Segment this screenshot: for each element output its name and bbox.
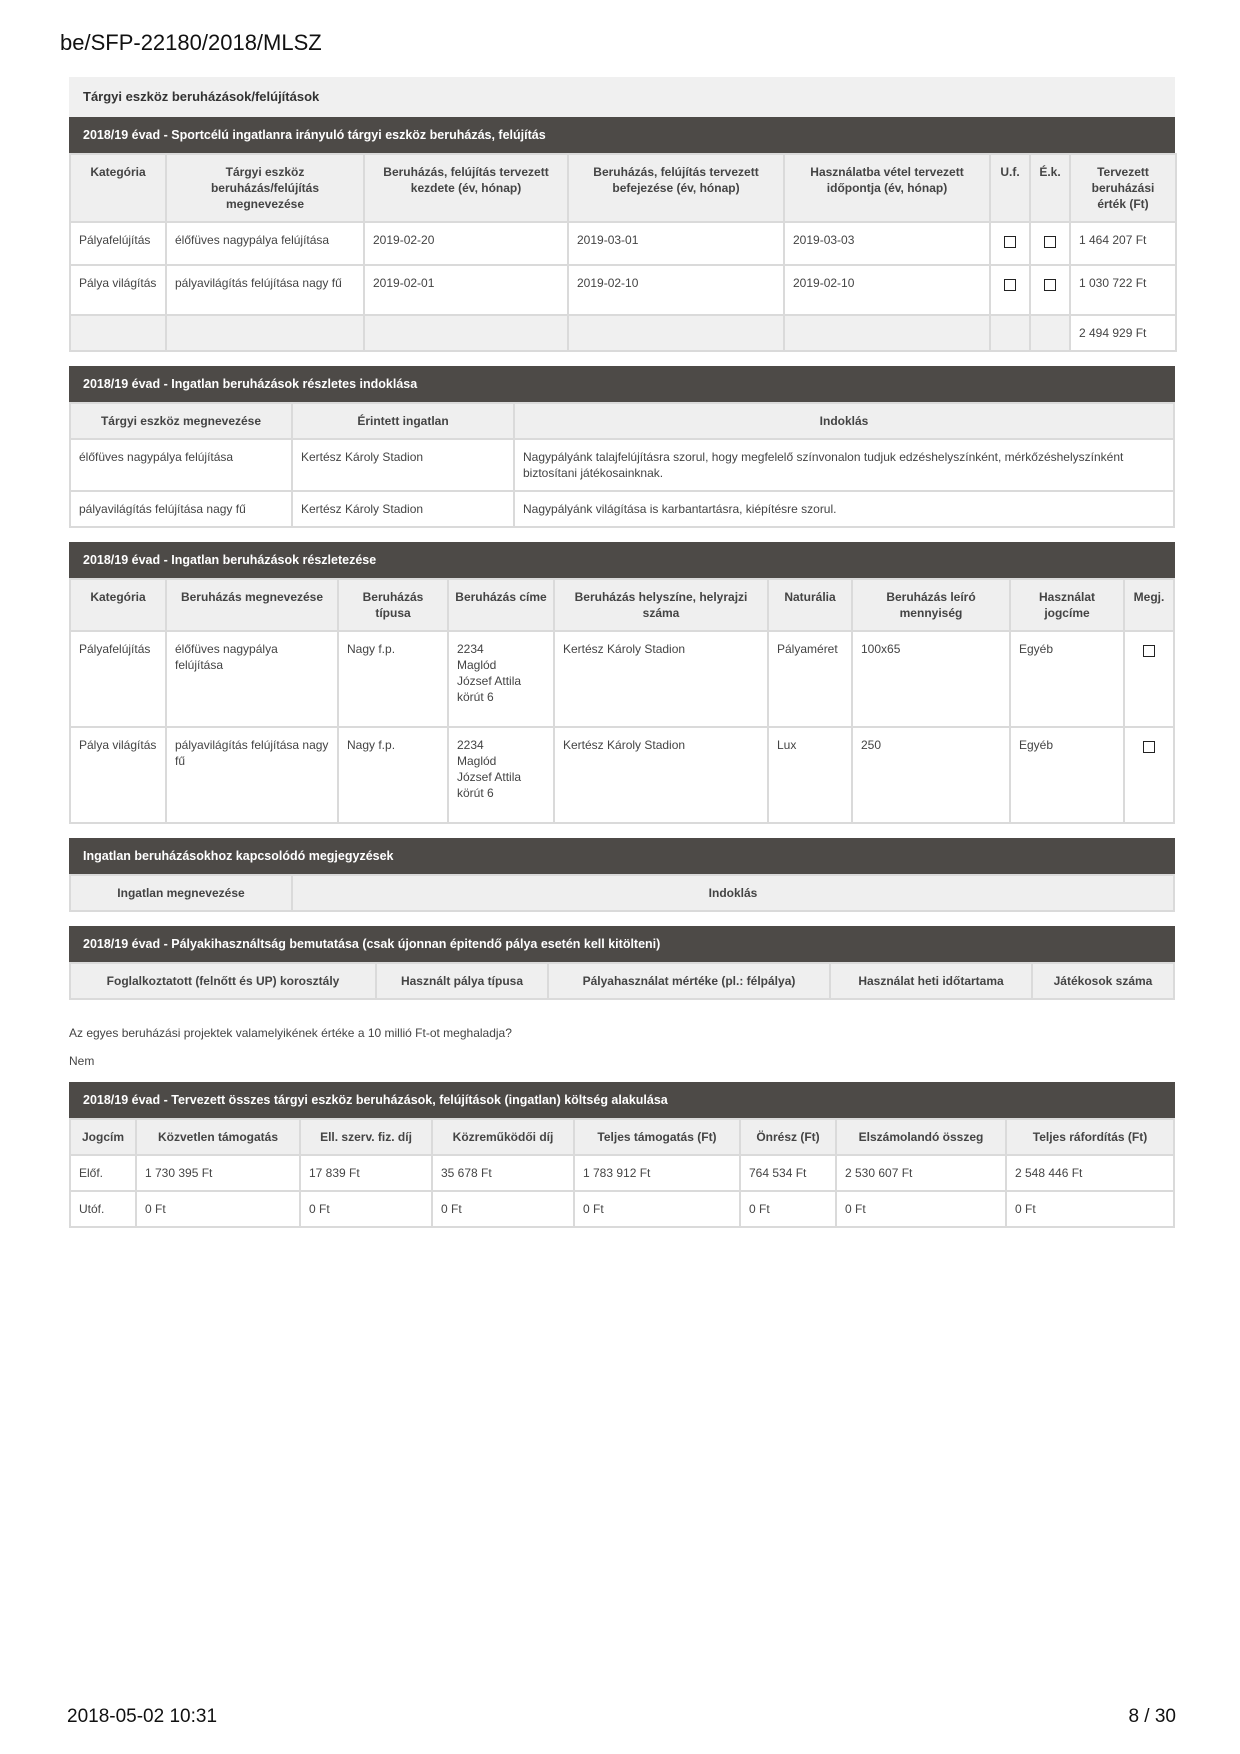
cell-megnevezes: pályavilágítás felújítása nagy fű bbox=[166, 265, 364, 315]
cell-onresz: 0 Ft bbox=[740, 1191, 836, 1227]
table-row bbox=[70, 1155, 1174, 1191]
table-row bbox=[70, 439, 1174, 491]
panel-title: Tárgyi eszköz beruházások/felújítások bbox=[69, 77, 1175, 117]
column-header: Beruházás leíró mennyiség bbox=[852, 579, 1010, 631]
cell-helyszin: Kertész Károly Stadion bbox=[554, 727, 768, 823]
investments-table bbox=[69, 153, 1177, 352]
table-row bbox=[70, 727, 1174, 823]
column-header: Teljes támogatás (Ft) bbox=[574, 1119, 740, 1155]
cell-kategoria: Pályafelújítás bbox=[70, 222, 166, 265]
column-header: Foglalkoztatott (felnőtt és UP) korosztály bbox=[70, 963, 376, 999]
section-title-field-usage: 2018/19 évad - Pályakihasználtság bemutatása (csak újonnan épitendő pálya esetén kell kitölteni) bbox=[69, 926, 1175, 962]
cell-kategoria: Pálya világítás bbox=[70, 265, 166, 315]
cell-jogcim: Egyéb bbox=[1010, 727, 1124, 823]
empty-cell bbox=[568, 315, 784, 351]
cell-eszkoz: pályavilágítás felújítása nagy fű bbox=[70, 491, 292, 527]
section-title-remarks: Ingatlan beruházásokhoz kapcsolódó megjegyzések bbox=[69, 838, 1175, 874]
column-header: Tervezett beruházási érték (Ft) bbox=[1070, 154, 1176, 222]
cell-mennyiseg: 100x65 bbox=[852, 631, 1010, 727]
column-header: Beruházás helyszíne, helyrajzi száma bbox=[554, 579, 768, 631]
column-header: Használat heti időtartama bbox=[830, 963, 1032, 999]
cell-kozremukodoi: 0 Ft bbox=[432, 1191, 574, 1227]
column-header: É.k. bbox=[1030, 154, 1070, 222]
column-header: U.f. bbox=[990, 154, 1030, 222]
spacer bbox=[69, 352, 1175, 366]
column-header: Beruházás típusa bbox=[338, 579, 448, 631]
cell-jogcim: Előf. bbox=[70, 1155, 136, 1191]
cell-hasznalatba: 2019-02-10 bbox=[784, 265, 990, 315]
cell-uf bbox=[990, 265, 1030, 315]
cell-hasznalatba: 2019-03-03 bbox=[784, 222, 990, 265]
cell-megj bbox=[1124, 727, 1174, 823]
cell-kezdete: 2019-02-01 bbox=[364, 265, 568, 315]
table-header-row bbox=[70, 579, 1174, 631]
cell-ingatlan: Kertész Károly Stadion bbox=[292, 491, 514, 527]
table-header-row bbox=[70, 154, 1176, 222]
column-header: Használat jogcíme bbox=[1010, 579, 1124, 631]
uf-checkbox[interactable] bbox=[1004, 279, 1016, 291]
column-header: Megj. bbox=[1124, 579, 1174, 631]
cell-jogcim: Egyéb bbox=[1010, 631, 1124, 727]
cell-kategoria: Pályafelújítás bbox=[70, 631, 166, 727]
cell-tipus: Nagy f.p. bbox=[338, 631, 448, 727]
column-header: Közreműködői díj bbox=[432, 1119, 574, 1155]
empty-cell bbox=[990, 315, 1030, 351]
column-header: Beruházás megnevezése bbox=[166, 579, 338, 631]
cell-befejezese: 2019-02-10 bbox=[568, 265, 784, 315]
column-header: Kategória bbox=[70, 579, 166, 631]
column-header: Indoklás bbox=[514, 403, 1174, 439]
column-header: Elszámolandó összeg bbox=[836, 1119, 1006, 1155]
ek-checkbox[interactable] bbox=[1044, 236, 1056, 248]
table-header-row bbox=[70, 1119, 1174, 1155]
cell-jogcim: Utóf. bbox=[70, 1191, 136, 1227]
cell-teljes: 0 Ft bbox=[574, 1191, 740, 1227]
cell-kategoria: Pálya világítás bbox=[70, 727, 166, 823]
table-row bbox=[70, 491, 1174, 527]
cell-elszamolando: 2 530 607 Ft bbox=[836, 1155, 1006, 1191]
table-header-row bbox=[70, 875, 1174, 911]
table-row bbox=[70, 631, 1174, 727]
cell-kezdete: 2019-02-20 bbox=[364, 222, 568, 265]
column-header: Használatba vétel tervezett időpontja (év, hónap) bbox=[784, 154, 990, 222]
column-header: Beruházás címe bbox=[448, 579, 554, 631]
table-header-row bbox=[70, 963, 1174, 999]
cell-kozvetlen: 1 730 395 Ft bbox=[136, 1155, 300, 1191]
column-header: Önrész (Ft) bbox=[740, 1119, 836, 1155]
column-header: Teljes ráfordítás (Ft) bbox=[1006, 1119, 1174, 1155]
cell-ek bbox=[1030, 265, 1070, 315]
section-title-costs: 2018/19 évad - Tervezett összes tárgyi eszköz beruházások, felújítások (ingatlan) költség alakulása bbox=[69, 1082, 1175, 1118]
ek-checkbox[interactable] bbox=[1044, 279, 1056, 291]
column-header: Pályahasználat mértéke (pl.: félpálya) bbox=[548, 963, 830, 999]
cell-teljes: 1 783 912 Ft bbox=[574, 1155, 740, 1191]
cell-ell: 17 839 Ft bbox=[300, 1155, 432, 1191]
total-value: 2 494 929 Ft bbox=[1070, 315, 1176, 351]
cell-megnevezes: pályavilágítás felújítása nagy fű bbox=[166, 727, 338, 823]
cell-naturalia: Lux bbox=[768, 727, 852, 823]
column-header: Ell. szerv. fiz. díj bbox=[300, 1119, 432, 1155]
costs-table bbox=[69, 1118, 1175, 1228]
section-title-details: 2018/19 évad - Ingatlan beruházások részletezése bbox=[69, 542, 1175, 578]
cell-cim: 2234 Maglód József Attila körút 6 bbox=[448, 631, 554, 727]
column-header: Jogcím bbox=[70, 1119, 136, 1155]
cell-befejezese: 2019-03-01 bbox=[568, 222, 784, 265]
megj-checkbox[interactable] bbox=[1143, 645, 1155, 657]
table-row bbox=[70, 265, 1176, 315]
column-header: Használt pálya típusa bbox=[376, 963, 548, 999]
empty-cell bbox=[784, 315, 990, 351]
table-row bbox=[70, 1191, 1174, 1227]
table-row bbox=[70, 222, 1176, 265]
empty-cell bbox=[70, 315, 166, 351]
cell-tipus: Nagy f.p. bbox=[338, 727, 448, 823]
cell-uf bbox=[990, 222, 1030, 265]
column-header: Közvetlen támogatás bbox=[136, 1119, 300, 1155]
footer-timestamp: 2018-05-02 10:31 bbox=[67, 1706, 218, 1727]
cell-raforditas: 2 548 446 Ft bbox=[1006, 1155, 1174, 1191]
column-header: Beruházás, felújítás tervezett kezdete (év, hónap) bbox=[364, 154, 568, 222]
cell-indoklas: Nagypályánk világítása is karbantartásra, kiépítésre szorul. bbox=[514, 491, 1174, 527]
section-title-investments: 2018/19 évad - Sportcélú ingatlanra irányuló tárgyi eszköz beruházás, felújítás bbox=[69, 117, 1175, 153]
cell-ingatlan: Kertész Károly Stadion bbox=[292, 439, 514, 491]
spacer bbox=[69, 824, 1175, 838]
cell-cim: 2234 Maglód József Attila körút 6 bbox=[448, 727, 554, 823]
column-header: Kategória bbox=[70, 154, 166, 222]
cell-helyszin: Kertész Károly Stadion bbox=[554, 631, 768, 727]
cell-onresz: 764 534 Ft bbox=[740, 1155, 836, 1191]
question-text: Az egyes beruházási projektek valamelyikének értéke a 10 millió Ft-ot meghaladja? bbox=[69, 1026, 512, 1040]
column-header: Érintett ingatlan bbox=[292, 403, 514, 439]
cell-ertek: 1 030 722 Ft bbox=[1070, 265, 1176, 315]
cell-megj bbox=[1124, 631, 1174, 727]
section-title-justification: 2018/19 évad - Ingatlan beruházások részletes indoklása bbox=[69, 366, 1175, 402]
cell-megnevezes: élőfüves nagypálya felújítása bbox=[166, 631, 338, 727]
remarks-table bbox=[69, 874, 1175, 912]
column-header: Játékosok száma bbox=[1032, 963, 1174, 999]
answer-text: Nem bbox=[69, 1054, 95, 1068]
total-row bbox=[70, 315, 1176, 351]
column-header: Ingatlan megnevezése bbox=[70, 875, 292, 911]
megj-checkbox[interactable] bbox=[1143, 741, 1155, 753]
document-id: be/SFP-22180/2018/MLSZ bbox=[60, 30, 322, 55]
cell-kozvetlen: 0 Ft bbox=[136, 1191, 300, 1227]
cell-indoklas: Nagypályánk talajfelújításra szorul, hogy megfelelő színvonalon tudjuk edzéshelyszínként, mérkőzéshelyszínként biztosítani játékosainknak. bbox=[514, 439, 1174, 491]
details-table bbox=[69, 578, 1175, 824]
column-header: Tárgyi eszköz beruházás/felújítás megnevezése bbox=[166, 154, 364, 222]
cell-elszamolando: 0 Ft bbox=[836, 1191, 1006, 1227]
cell-naturalia: Pályaméret bbox=[768, 631, 852, 727]
column-header: Naturália bbox=[768, 579, 852, 631]
cell-ertek: 1 464 207 Ft bbox=[1070, 222, 1176, 265]
cell-megnevezes: élőfüves nagypálya felújítása bbox=[166, 222, 364, 265]
column-header: Beruházás, felújítás tervezett befejezése (év, hónap) bbox=[568, 154, 784, 222]
empty-cell bbox=[1030, 315, 1070, 351]
cell-kozremukodoi: 35 678 Ft bbox=[432, 1155, 574, 1191]
justification-table bbox=[69, 402, 1175, 528]
cell-ell: 0 Ft bbox=[300, 1191, 432, 1227]
uf-checkbox[interactable] bbox=[1004, 236, 1016, 248]
spacer bbox=[69, 912, 1175, 926]
main-content bbox=[69, 77, 1175, 1228]
column-header: Indoklás bbox=[292, 875, 1174, 911]
spacer bbox=[69, 528, 1175, 542]
empty-cell bbox=[364, 315, 568, 351]
empty-cell bbox=[166, 315, 364, 351]
cell-ek bbox=[1030, 222, 1070, 265]
cell-eszkoz: élőfüves nagypálya felújítása bbox=[70, 439, 292, 491]
table-header-row bbox=[70, 403, 1174, 439]
field-usage-table bbox=[69, 962, 1175, 1000]
cell-mennyiseg: 250 bbox=[852, 727, 1010, 823]
cell-raforditas: 0 Ft bbox=[1006, 1191, 1174, 1227]
column-header: Tárgyi eszköz megnevezése bbox=[70, 403, 292, 439]
footer-page-number: 8 / 30 bbox=[1128, 1706, 1176, 1727]
